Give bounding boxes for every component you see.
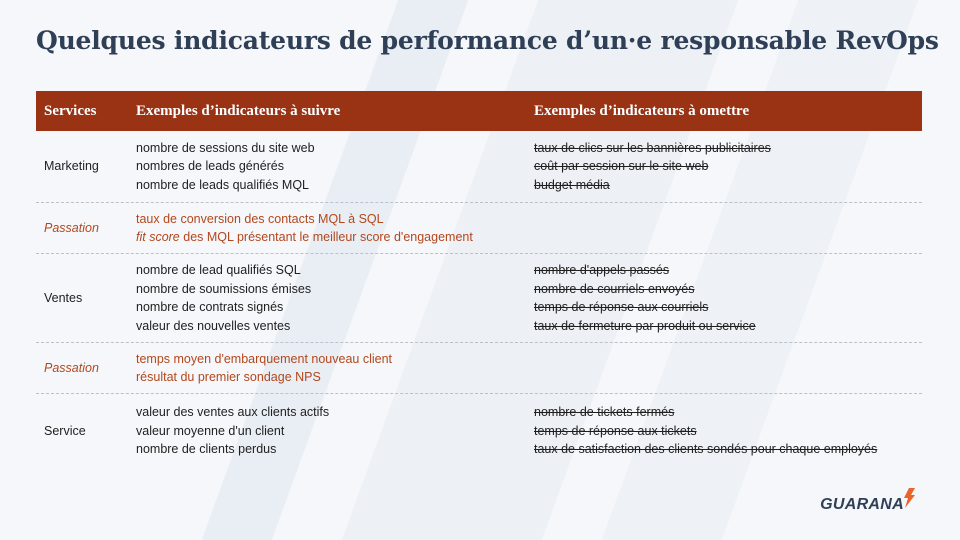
indicator: temps moyen d'embarquement nouveau client (136, 351, 393, 366)
table-row-marketing (36, 131, 922, 203)
omitted-indicator: budget média (534, 177, 610, 192)
omitted-indicator: nombre de courriels envoyés (534, 281, 695, 296)
guarana-logo (820, 488, 916, 514)
header-services: Services (44, 102, 97, 119)
table-row-handoff-sales-service (36, 343, 922, 394)
table-row-service (36, 394, 922, 468)
indicator: nombre de contrats signés (136, 300, 284, 314)
kpi-table (36, 91, 922, 468)
table-row-handoff-marketing-sales (36, 203, 922, 254)
omitted-indicator: taux de satisfaction des clients sondés pour chaque employés (534, 442, 878, 457)
table-row-sales (36, 254, 922, 343)
omit-indicators (534, 403, 922, 459)
indicator-rest: des MQL présentant le meilleur score d'engagement (179, 230, 473, 244)
omit-indicators (534, 139, 922, 195)
indicator: taux de conversion des contacts MQL à SQL (136, 211, 384, 226)
service-name: Passation (44, 220, 99, 235)
indicator: valeur moyenne d'un client (136, 423, 285, 438)
indicator: nombre de soumissions émises (136, 281, 312, 296)
follow-indicators (136, 261, 534, 335)
omitted-indicator: temps de réponse aux tickets (534, 423, 697, 438)
logo-wordmark: GUARANA (820, 496, 904, 513)
indicator: nombres de leads générés (136, 159, 285, 174)
indicator: nombre de clients perdus (136, 442, 277, 457)
lightning-bolt-icon (902, 488, 916, 508)
follow-indicators (136, 350, 534, 387)
omitted-indicator: temps de réponse aux courriels (534, 300, 709, 314)
indicator (136, 228, 534, 247)
service-name: Ventes (44, 290, 83, 305)
indicator: nombre de sessions du site web (136, 140, 315, 155)
indicator: résultat du premier sondage NPS (136, 370, 321, 384)
table-header (36, 91, 922, 131)
omitted-indicator: nombre d'appels passés (534, 263, 670, 277)
indicator-emphasis: fit score (136, 230, 180, 244)
service-name: Marketing (44, 159, 99, 174)
indicator: valeur des nouvelles ventes (136, 318, 291, 333)
omit-indicators (534, 261, 922, 335)
indicator: valeur des ventes aux clients actifs (136, 405, 330, 420)
follow-indicators (136, 210, 534, 247)
omitted-indicator: taux de fermeture par produit ou service (534, 318, 756, 333)
indicator: nombre de lead qualifiés SQL (136, 263, 301, 277)
page-title: Quelques indicateurs de performance d’un·e responsable RevOps (36, 26, 939, 55)
indicator: nombre de leads qualifiés MQL (136, 177, 310, 192)
service-name: Passation (44, 360, 99, 375)
follow-indicators (136, 139, 534, 195)
omitted-indicator: nombre de tickets fermés (534, 405, 675, 420)
omitted-indicator: coût par session sur le site web (534, 159, 709, 174)
omitted-indicator: taux de clics sur les bannières publicitaires (534, 140, 771, 155)
follow-indicators (136, 403, 534, 459)
header-omit: Exemples d’indicateurs à omettre (534, 102, 750, 119)
service-name: Service (44, 423, 86, 438)
header-follow: Exemples d’indicateurs à suivre (136, 102, 341, 119)
